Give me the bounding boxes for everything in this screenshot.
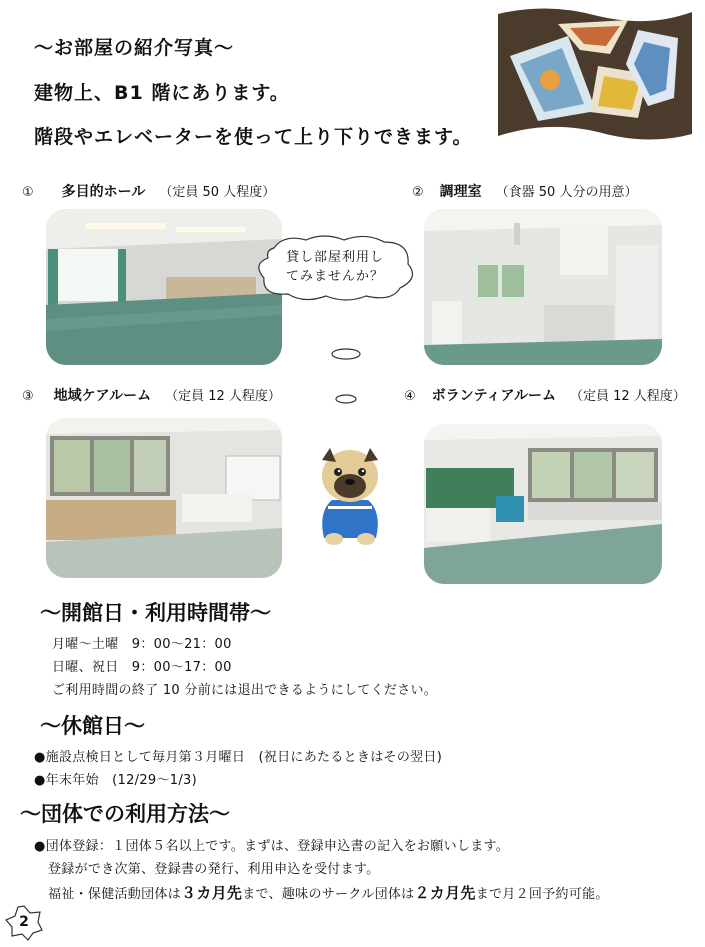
thought-dot-large <box>330 346 362 365</box>
hours-note: ご利用時間の終了 10 分前には退出できるようにしてください。 <box>52 683 438 698</box>
room-3-note: （定員 12 人程度） <box>165 389 281 404</box>
room-2-note: （食器 50 人分の用意） <box>495 185 638 200</box>
speech-bubble <box>254 234 420 302</box>
page-number-badge <box>4 904 44 942</box>
room-3-caption <box>22 385 281 405</box>
closed-item-2: ●年末年始 (12/29～1/3) <box>34 773 197 788</box>
group-line-3-part-a: 福祉・保健活動団体は <box>48 887 182 902</box>
volunteer-room-photo <box>424 424 662 584</box>
room-4-caption <box>404 385 686 405</box>
intro-line-2: 階段やエレベーターを使って上り下りできます。 <box>34 126 473 148</box>
page-number: 2 <box>19 914 29 930</box>
thought-dot-small <box>334 390 358 409</box>
group-welfare-period: ３カ月先 <box>181 884 243 902</box>
closed-section-title: ～休館日～ <box>40 714 145 738</box>
community-care-room-photo <box>46 418 282 578</box>
group-section-title: ～団体での利用方法～ <box>20 802 230 826</box>
group-line-3-part-c: まで、趣味のサークル団体は <box>242 887 415 902</box>
bubble-line-2: てみませんか？ <box>286 269 385 284</box>
group-hobby-period: ２カ月先 <box>414 884 476 902</box>
closed-item-1: ●施設点検日として毎月第３月曜日 (祝日にあたるときはその翌日) <box>34 750 443 765</box>
cooking-room-photo <box>424 209 662 365</box>
group-line-3-part-e: まで月２回予約可能。 <box>475 887 609 902</box>
room-4-name: ボランティアルーム <box>431 388 556 404</box>
room-2-name: 調理室 <box>439 184 482 200</box>
room-3-number: ③ <box>22 389 34 404</box>
hours-weekday: 月曜～土曜 9：00～21：00 <box>52 637 232 652</box>
group-line-2: 登録ができ次第、登録書の発行、利用申込を受付ます。 <box>48 862 380 877</box>
stained-glass-photo <box>498 6 692 142</box>
room-1-name: 多目的ホール <box>61 184 146 200</box>
group-line-1: ●団体登録：１団体５名以上です。まずは、登録申込書の記入をお願いします。 <box>34 839 510 854</box>
room-2-number: ② <box>412 185 424 200</box>
room-4-note: （定員 12 人程度） <box>569 389 686 404</box>
room-4-number: ④ <box>404 389 416 404</box>
bubble-line-1: 貸し部屋利用し <box>286 250 385 265</box>
room-1-number: ① <box>22 185 34 200</box>
intro-line-1: 建物上、B1 階にあります。 <box>34 82 290 104</box>
group-line-3 <box>48 882 609 903</box>
hours-section-title: ～開館日・利用時間帯～ <box>40 601 271 625</box>
pug-mascot-illustration <box>314 442 386 546</box>
room-3-name: 地域ケアルーム <box>53 388 152 404</box>
intro-title: ～お部屋の紹介写真～ <box>34 37 235 59</box>
room-2-caption <box>412 181 637 201</box>
room-1-caption <box>22 181 275 201</box>
hours-weekend: 日曜、祝日 9：00～17：00 <box>52 660 232 675</box>
room-1-note: （定員 50 人程度） <box>159 185 276 200</box>
multipurpose-hall-photo <box>46 209 282 365</box>
